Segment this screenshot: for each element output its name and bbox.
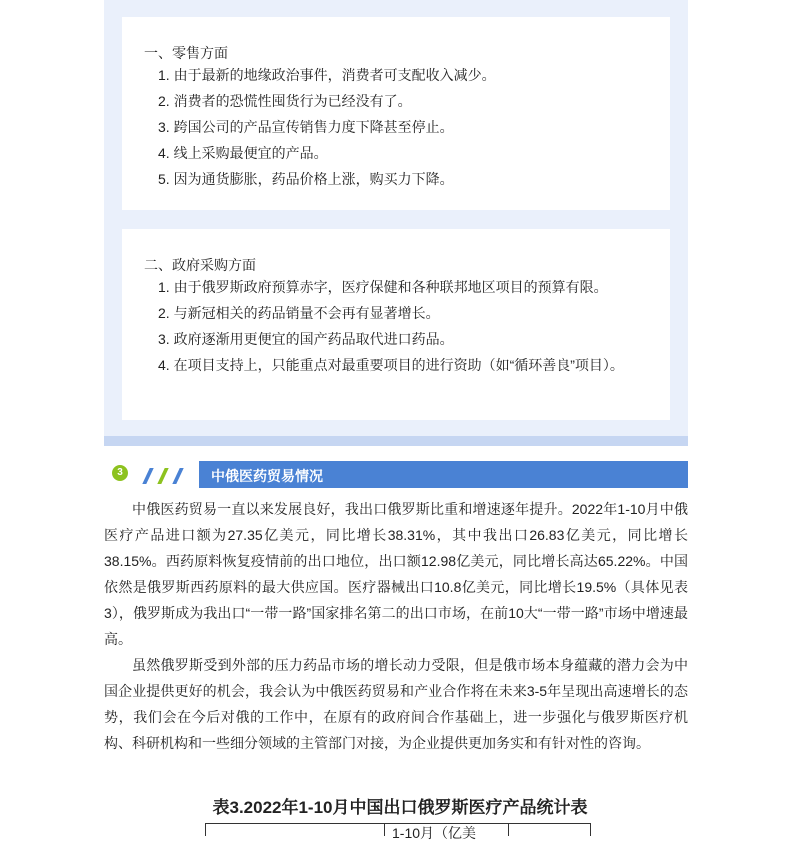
- body-paragraph: 虽然俄罗斯受到外部的压力药品市场的增长动力受限，但是俄市场本身蕴藏的潜力会为中国企业提供更好的机会，我会认为中俄医药贸易和产业合作将在未来3-5年呈现出高速增长的态势，我们会在今后对俄的工作中，在原有的政府间合作基础上，进一步强化与俄罗斯医疗机构、科研机构和一些细分领域的主管部门对接，为企业提供更加务实和有针对性的咨询。: [104, 657, 688, 751]
- retail-title: 一、零售方面: [144, 45, 228, 61]
- table-column-divider: [384, 824, 385, 836]
- slash-decoration: [142, 468, 153, 484]
- government-item: 3. 政府逐渐用更便宜的国产药品取代进口药品。: [158, 331, 454, 347]
- government-item: 4. 在项目支持上，只能重点对最重要项目的进行资助（如“循环善良”项目）。: [158, 357, 624, 373]
- stats-table: [205, 823, 591, 841]
- section-number-badge: 3: [112, 465, 128, 481]
- government-title: 二、政府采购方面: [144, 257, 256, 273]
- retail-item: 1. 由于最新的地缘政治事件，消费者可支配收入减少。: [158, 67, 496, 83]
- slash-decoration: [157, 468, 168, 484]
- retail-item: 5. 因为通货膨胀，药品价格上涨，购买力下降。: [158, 171, 454, 187]
- government-card: [122, 229, 670, 420]
- retail-item: 2. 消费者的恐慌性囤货行为已经没有了。: [158, 93, 412, 109]
- retail-card: [122, 17, 670, 210]
- table-header-cell: 1-10月（亿美: [392, 825, 477, 841]
- panel-bottom-bar: [104, 436, 688, 446]
- slash-decoration: [172, 468, 183, 484]
- section-title: 中俄医药贸易情况: [211, 468, 323, 484]
- table-title: 表3.2022年1-10月中国出口俄罗斯医疗产品统计表: [212, 798, 588, 817]
- body-paragraph: 中俄医药贸易一直以来发展良好，我出口俄罗斯比重和增速逐年提升。2022年1-10月中俄医疗产品进口额为27.35亿美元，同比增长38.31%，其中我出口26.83亿美元，同比增长38.15%。西药原料恢复疫情前的出口地位，出口额12.98亿美元，同比增长高达65.22%。中国依然是俄罗斯西药原料的最大供应国。医疗器械出口10.8亿美元，同比增长19.5%（具体见表3），俄罗斯成为我出口“一带一路”国家排名第二的出口市场，在前10大“一带一路”市场中增速最高。: [104, 501, 688, 647]
- retail-item: 4. 线上采购最便宜的产品。: [158, 145, 328, 161]
- government-item: 1. 由于俄罗斯政府预算赤字，医疗保健和各种联邦地区项目的预算有限。: [158, 279, 608, 295]
- retail-item: 3. 跨国公司的产品宣传销售力度下降甚至停止。: [158, 119, 454, 135]
- government-item: 2. 与新冠相关的药品销量不会再有显著增长。: [158, 305, 440, 321]
- table-column-divider: [508, 824, 509, 836]
